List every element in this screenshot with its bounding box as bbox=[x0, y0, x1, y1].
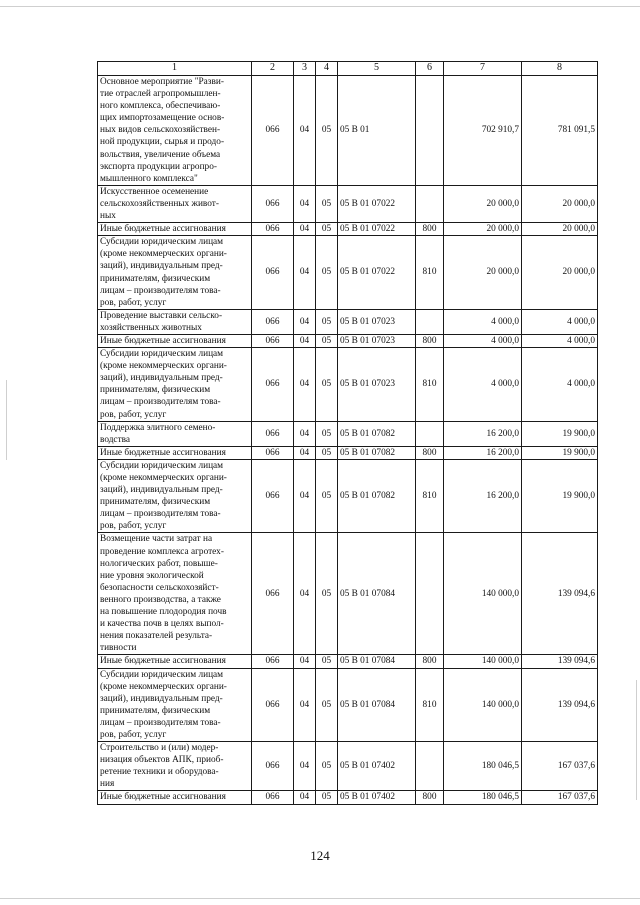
amount-year1-text: 140 000,0 bbox=[481, 699, 519, 710]
ministry-code-cell bbox=[252, 223, 294, 236]
amount-year1-cell bbox=[444, 185, 522, 222]
amount-year2-cell bbox=[522, 459, 598, 533]
amount-year1-cell bbox=[444, 791, 522, 804]
ministry-code-cell bbox=[252, 421, 294, 446]
subsection-text: 05 bbox=[321, 335, 332, 346]
ministry-code-cell bbox=[252, 742, 294, 791]
target-article-text: 05 В 01 07022 bbox=[340, 198, 396, 209]
table-row bbox=[98, 446, 598, 459]
target-article-cell bbox=[338, 668, 416, 742]
amount-year2-text: 20 000,0 bbox=[562, 267, 595, 278]
amount-year2-cell bbox=[522, 76, 598, 186]
column-header: 1 bbox=[98, 62, 252, 76]
ministry-code-cell bbox=[252, 668, 294, 742]
column-header: 4 bbox=[316, 62, 338, 76]
amount-year1-cell bbox=[444, 668, 522, 742]
target-article-text: 05 В 01 07402 bbox=[340, 792, 396, 803]
row-name-cell bbox=[98, 742, 252, 791]
row-name-cell bbox=[98, 446, 252, 459]
target-article-text: 05 В 01 07402 bbox=[340, 761, 396, 772]
ministry-code-text: 066 bbox=[265, 656, 280, 667]
row-name-cell bbox=[98, 655, 252, 668]
target-article-cell bbox=[338, 223, 416, 236]
amount-year1-cell bbox=[444, 76, 522, 186]
ministry-code-text: 066 bbox=[265, 224, 280, 235]
subsection-text: 05 bbox=[321, 379, 332, 390]
amount-year1-cell bbox=[444, 309, 522, 334]
row-name-text: Иные бюджетные ассигнования bbox=[100, 447, 226, 458]
section-text: 04 bbox=[299, 588, 310, 599]
target-article-cell bbox=[338, 446, 416, 459]
section-cell bbox=[294, 421, 316, 446]
table-row bbox=[98, 655, 598, 668]
subsection-text: 05 bbox=[321, 491, 332, 502]
subsection-cell bbox=[316, 185, 338, 222]
row-name-cell bbox=[98, 668, 252, 742]
table-row bbox=[98, 791, 598, 804]
table-row bbox=[98, 533, 598, 655]
ministry-code-text: 066 bbox=[265, 335, 280, 346]
expense-type-cell bbox=[416, 742, 444, 791]
subsection-cell bbox=[316, 236, 338, 310]
column-header: 8 bbox=[522, 62, 598, 76]
subsection-text: 05 bbox=[321, 224, 332, 235]
target-article-text: 05 В 01 07084 bbox=[340, 699, 396, 710]
section-text: 04 bbox=[299, 335, 310, 346]
section-text: 04 bbox=[299, 198, 310, 209]
target-article-text: 05 В 01 bbox=[340, 125, 370, 136]
section-text: 04 bbox=[299, 491, 310, 502]
row-name-cell bbox=[98, 791, 252, 804]
section-cell bbox=[294, 223, 316, 236]
target-article-cell bbox=[338, 791, 416, 804]
row-name-cell bbox=[98, 348, 252, 422]
section-text: 04 bbox=[299, 379, 310, 390]
amount-year2-cell bbox=[522, 348, 598, 422]
row-name-text: Возмещение части затрат на проведение комплекса агротех- нологических работ, повыше- ние уровня экологической безопасности сельскохозяйст- венного производства, а также на повышение плодородия почв и качества почв в целях выпол- нения показателей результа- тивности bbox=[100, 534, 227, 654]
row-name-cell bbox=[98, 185, 252, 222]
section-cell bbox=[294, 533, 316, 655]
subsection-cell bbox=[316, 421, 338, 446]
amount-year2-cell bbox=[522, 446, 598, 459]
section-cell bbox=[294, 334, 316, 347]
section-cell bbox=[294, 309, 316, 334]
amount-year2-cell bbox=[522, 185, 598, 222]
target-article-text: 05 В 01 07084 bbox=[340, 588, 396, 599]
subsection-cell bbox=[316, 223, 338, 236]
row-name-cell bbox=[98, 334, 252, 347]
ministry-code-cell bbox=[252, 348, 294, 422]
target-article-cell bbox=[338, 309, 416, 334]
row-name-text: Иные бюджетные ассигнования bbox=[100, 224, 226, 235]
amount-year2-text: 20 000,0 bbox=[562, 224, 595, 235]
section-cell bbox=[294, 655, 316, 668]
section-text: 04 bbox=[299, 224, 310, 235]
amount-year2-cell bbox=[522, 742, 598, 791]
amount-year2-text: 19 900,0 bbox=[562, 447, 595, 458]
amount-year2-cell bbox=[522, 309, 598, 334]
subsection-text: 05 bbox=[321, 125, 332, 136]
amount-year1-cell bbox=[444, 533, 522, 655]
section-text: 04 bbox=[299, 428, 310, 439]
row-name-text: Субсидии юридическим лицам (кроме некоммерческих органи- заций), индивидуальным пред- принимателям, физическим лицам – производителям това- ров, работ, услуг bbox=[100, 669, 227, 740]
row-name-text: Искусственное осеменение сельскохозяйственных живот- ных bbox=[100, 186, 219, 222]
amount-year1-text: 180 046,5 bbox=[481, 792, 519, 803]
subsection-cell bbox=[316, 533, 338, 655]
row-name-cell bbox=[98, 533, 252, 655]
subsection-text: 05 bbox=[321, 316, 332, 327]
column-header: 6 bbox=[416, 62, 444, 76]
expense-type-cell bbox=[416, 421, 444, 446]
amount-year2-text: 167 037,6 bbox=[557, 761, 595, 772]
amount-year1-text: 4 000,0 bbox=[491, 379, 519, 390]
section-text: 04 bbox=[299, 656, 310, 667]
expense-type-cell bbox=[416, 348, 444, 422]
amount-year1-cell bbox=[444, 236, 522, 310]
expense-type-cell bbox=[416, 334, 444, 347]
subsection-text: 05 bbox=[321, 447, 332, 458]
amount-year2-cell bbox=[522, 421, 598, 446]
amount-year2-text: 167 037,6 bbox=[557, 792, 595, 803]
expense-type-text: 810 bbox=[422, 267, 437, 278]
row-name-text: Субсидии юридическим лицам (кроме некоммерческих органи- заций), индивидуальным пред- принимателям, физическим лицам – производителям това- ров, работ, услуг bbox=[100, 460, 227, 532]
row-name-text: Субсидии юридическим лицам (кроме некоммерческих органи- заций), индивидуальным пред- принимателям, физическим лицам – производителям това- ров, работ, услуг bbox=[100, 349, 227, 420]
expense-type-text: 800 bbox=[422, 447, 437, 458]
target-article-cell bbox=[338, 185, 416, 222]
row-name-text: Проведение выставки сельско- хозяйственных животных bbox=[100, 310, 223, 333]
scan-edge-right bbox=[636, 680, 637, 800]
ministry-code-cell bbox=[252, 655, 294, 668]
amount-year1-text: 4 000,0 bbox=[491, 335, 519, 346]
amount-year2-cell bbox=[522, 655, 598, 668]
subsection-cell bbox=[316, 668, 338, 742]
expense-type-text: 810 bbox=[422, 379, 437, 390]
subsection-text: 05 bbox=[321, 267, 332, 278]
subsection-text: 05 bbox=[321, 699, 332, 710]
subsection-text: 05 bbox=[321, 428, 332, 439]
scan-edge-left bbox=[6, 380, 7, 460]
section-text: 04 bbox=[299, 125, 310, 136]
section-cell bbox=[294, 742, 316, 791]
table-row bbox=[98, 309, 598, 334]
row-name-cell bbox=[98, 421, 252, 446]
subsection-cell bbox=[316, 309, 338, 334]
section-cell bbox=[294, 791, 316, 804]
amount-year2-cell bbox=[522, 236, 598, 310]
target-article-cell bbox=[338, 742, 416, 791]
expense-type-cell bbox=[416, 533, 444, 655]
target-article-text: 05 В 01 07082 bbox=[340, 447, 396, 458]
subsection-cell bbox=[316, 459, 338, 533]
table-row bbox=[98, 76, 598, 186]
section-cell bbox=[294, 185, 316, 222]
subsection-cell bbox=[316, 791, 338, 804]
amount-year1-cell bbox=[444, 421, 522, 446]
expense-type-cell bbox=[416, 236, 444, 310]
target-article-text: 05 В 01 07022 bbox=[340, 224, 396, 235]
amount-year1-cell bbox=[444, 459, 522, 533]
amount-year1-text: 20 000,0 bbox=[486, 267, 519, 278]
amount-year1-text: 20 000,0 bbox=[486, 224, 519, 235]
subsection-text: 05 bbox=[321, 792, 332, 803]
section-text: 04 bbox=[299, 447, 310, 458]
section-cell bbox=[294, 668, 316, 742]
amount-year2-text: 4 000,0 bbox=[567, 335, 595, 346]
expense-type-cell bbox=[416, 185, 444, 222]
target-article-cell bbox=[338, 334, 416, 347]
row-name-cell bbox=[98, 236, 252, 310]
expense-type-cell bbox=[416, 76, 444, 186]
column-header: 3 bbox=[294, 62, 316, 76]
expense-type-text: 810 bbox=[422, 699, 437, 710]
table-row bbox=[98, 421, 598, 446]
amount-year1-text: 140 000,0 bbox=[481, 588, 519, 599]
row-name-text: Иные бюджетные ассигнования bbox=[100, 792, 226, 803]
subsection-cell bbox=[316, 742, 338, 791]
amount-year1-text: 180 046,5 bbox=[481, 761, 519, 772]
expense-type-cell bbox=[416, 309, 444, 334]
budget-table bbox=[97, 61, 598, 805]
amount-year2-text: 19 900,0 bbox=[562, 491, 595, 502]
amount-year2-text: 139 094,6 bbox=[557, 699, 595, 710]
section-cell bbox=[294, 236, 316, 310]
table-row bbox=[98, 742, 598, 791]
table-row bbox=[98, 185, 598, 222]
column-header: 7 bbox=[444, 62, 522, 76]
subsection-text: 05 bbox=[321, 198, 332, 209]
scan-edge-top bbox=[0, 6, 640, 7]
expense-type-text: 800 bbox=[422, 656, 437, 667]
target-article-cell bbox=[338, 655, 416, 668]
ministry-code-text: 066 bbox=[265, 316, 280, 327]
amount-year1-text: 20 000,0 bbox=[486, 198, 519, 209]
ministry-code-text: 066 bbox=[265, 588, 280, 599]
subsection-cell bbox=[316, 655, 338, 668]
expense-type-cell bbox=[416, 655, 444, 668]
amount-year1-cell bbox=[444, 446, 522, 459]
section-cell bbox=[294, 348, 316, 422]
row-name-cell bbox=[98, 459, 252, 533]
amount-year2-text: 139 094,6 bbox=[557, 588, 595, 599]
subsection-cell bbox=[316, 76, 338, 186]
subsection-text: 05 bbox=[321, 656, 332, 667]
amount-year1-cell bbox=[444, 348, 522, 422]
amount-year2-text: 4 000,0 bbox=[567, 316, 595, 327]
amount-year2-cell bbox=[522, 791, 598, 804]
ministry-code-text: 066 bbox=[265, 761, 280, 772]
ministry-code-cell bbox=[252, 185, 294, 222]
amount-year2-cell bbox=[522, 533, 598, 655]
expense-type-cell bbox=[416, 223, 444, 236]
ministry-code-text: 066 bbox=[265, 447, 280, 458]
expense-type-text: 800 bbox=[422, 335, 437, 346]
row-name-text: Строительство и (или) модер- низация объектов АПК, приоб- ретение техники и оборудова- ния bbox=[100, 743, 224, 790]
row-name-text: Основное мероприятие "Разви- тие отраслей агропромышлен- ного комплекса, обеспечиваю- щих импортозамещение основ- ных видов сельскохозяйствен- ной продукции, сырья и продо- вольствия, увеличение объема экспорта продукции агропро- мышленного комплекса" bbox=[100, 77, 225, 184]
section-text: 04 bbox=[299, 792, 310, 803]
amount-year2-cell bbox=[522, 223, 598, 236]
target-article-text: 05 В 01 07082 bbox=[340, 491, 396, 502]
section-cell bbox=[294, 446, 316, 459]
subsection-text: 05 bbox=[321, 588, 332, 599]
expense-type-text: 800 bbox=[422, 224, 437, 235]
expense-type-text: 800 bbox=[422, 792, 437, 803]
ministry-code-text: 066 bbox=[265, 267, 280, 278]
expense-type-cell bbox=[416, 446, 444, 459]
section-text: 04 bbox=[299, 761, 310, 772]
row-name-text: Иные бюджетные ассигнования bbox=[100, 335, 226, 346]
expense-type-cell bbox=[416, 791, 444, 804]
subsection-cell bbox=[316, 446, 338, 459]
target-article-text: 05 В 01 07084 bbox=[340, 656, 396, 667]
amount-year2-cell bbox=[522, 334, 598, 347]
table-row bbox=[98, 668, 598, 742]
amount-year1-text: 16 200,0 bbox=[486, 491, 519, 502]
target-article-text: 05 В 01 07023 bbox=[340, 316, 396, 327]
target-article-cell bbox=[338, 236, 416, 310]
amount-year1-text: 4 000,0 bbox=[491, 316, 519, 327]
expense-type-cell bbox=[416, 668, 444, 742]
section-cell bbox=[294, 459, 316, 533]
target-article-text: 05 В 01 07023 bbox=[340, 379, 396, 390]
ministry-code-text: 066 bbox=[265, 792, 280, 803]
ministry-code-cell bbox=[252, 446, 294, 459]
amount-year1-text: 140 000,0 bbox=[481, 656, 519, 667]
column-header: 5 bbox=[338, 62, 416, 76]
target-article-text: 05 В 01 07022 bbox=[340, 267, 396, 278]
ministry-code-text: 066 bbox=[265, 428, 280, 439]
target-article-cell bbox=[338, 533, 416, 655]
ministry-code-cell bbox=[252, 533, 294, 655]
table-row bbox=[98, 348, 598, 422]
target-article-cell bbox=[338, 421, 416, 446]
section-text: 04 bbox=[299, 316, 310, 327]
ministry-code-text: 066 bbox=[265, 125, 280, 136]
target-article-text: 05 В 01 07023 bbox=[340, 335, 396, 346]
column-header: 2 bbox=[252, 62, 294, 76]
scan-edge-bottom bbox=[0, 898, 640, 899]
amount-year1-text: 16 200,0 bbox=[486, 447, 519, 458]
target-article-text: 05 В 01 07082 bbox=[340, 428, 396, 439]
row-name-cell bbox=[98, 76, 252, 186]
target-article-cell bbox=[338, 348, 416, 422]
table-row bbox=[98, 236, 598, 310]
row-name-cell bbox=[98, 223, 252, 236]
section-cell bbox=[294, 76, 316, 186]
subsection-cell bbox=[316, 334, 338, 347]
ministry-code-cell bbox=[252, 76, 294, 186]
row-name-text: Субсидии юридическим лицам (кроме некоммерческих органи- заций), индивидуальным пред- принимателям, физическим лицам – производителям това- ров, работ, услуг bbox=[100, 237, 227, 308]
subsection-text: 05 bbox=[321, 761, 332, 772]
amount-year1-text: 16 200,0 bbox=[486, 428, 519, 439]
target-article-cell bbox=[338, 76, 416, 186]
amount-year1-cell bbox=[444, 223, 522, 236]
table-row bbox=[98, 334, 598, 347]
amount-year1-cell bbox=[444, 742, 522, 791]
amount-year1-cell bbox=[444, 655, 522, 668]
subsection-cell bbox=[316, 348, 338, 422]
ministry-code-cell bbox=[252, 236, 294, 310]
section-text: 04 bbox=[299, 267, 310, 278]
amount-year2-text: 20 000,0 bbox=[562, 198, 595, 209]
amount-year2-text: 19 900,0 bbox=[562, 428, 595, 439]
expense-type-text: 810 bbox=[422, 491, 437, 502]
amount-year2-text: 781 091,5 bbox=[557, 125, 595, 136]
ministry-code-text: 066 bbox=[265, 379, 280, 390]
row-name-cell bbox=[98, 309, 252, 334]
table-row bbox=[98, 223, 598, 236]
ministry-code-cell bbox=[252, 459, 294, 533]
amount-year2-text: 4 000,0 bbox=[567, 379, 595, 390]
section-text: 04 bbox=[299, 699, 310, 710]
ministry-code-cell bbox=[252, 791, 294, 804]
amount-year2-cell bbox=[522, 668, 598, 742]
table-row bbox=[98, 459, 598, 533]
ministry-code-text: 066 bbox=[265, 699, 280, 710]
row-name-text: Иные бюджетные ассигнования bbox=[100, 656, 226, 667]
ministry-code-cell bbox=[252, 334, 294, 347]
header-row bbox=[98, 62, 598, 76]
ministry-code-text: 066 bbox=[265, 491, 280, 502]
amount-year2-text: 139 094,6 bbox=[557, 656, 595, 667]
row-name-text: Поддержка элитного семено- водства bbox=[100, 422, 216, 445]
ministry-code-text: 066 bbox=[265, 198, 280, 209]
amount-year1-text: 702 910,7 bbox=[481, 125, 519, 136]
page-number: 124 bbox=[310, 848, 330, 863]
ministry-code-cell bbox=[252, 309, 294, 334]
expense-type-cell bbox=[416, 459, 444, 533]
amount-year1-cell bbox=[444, 334, 522, 347]
target-article-cell bbox=[338, 459, 416, 533]
